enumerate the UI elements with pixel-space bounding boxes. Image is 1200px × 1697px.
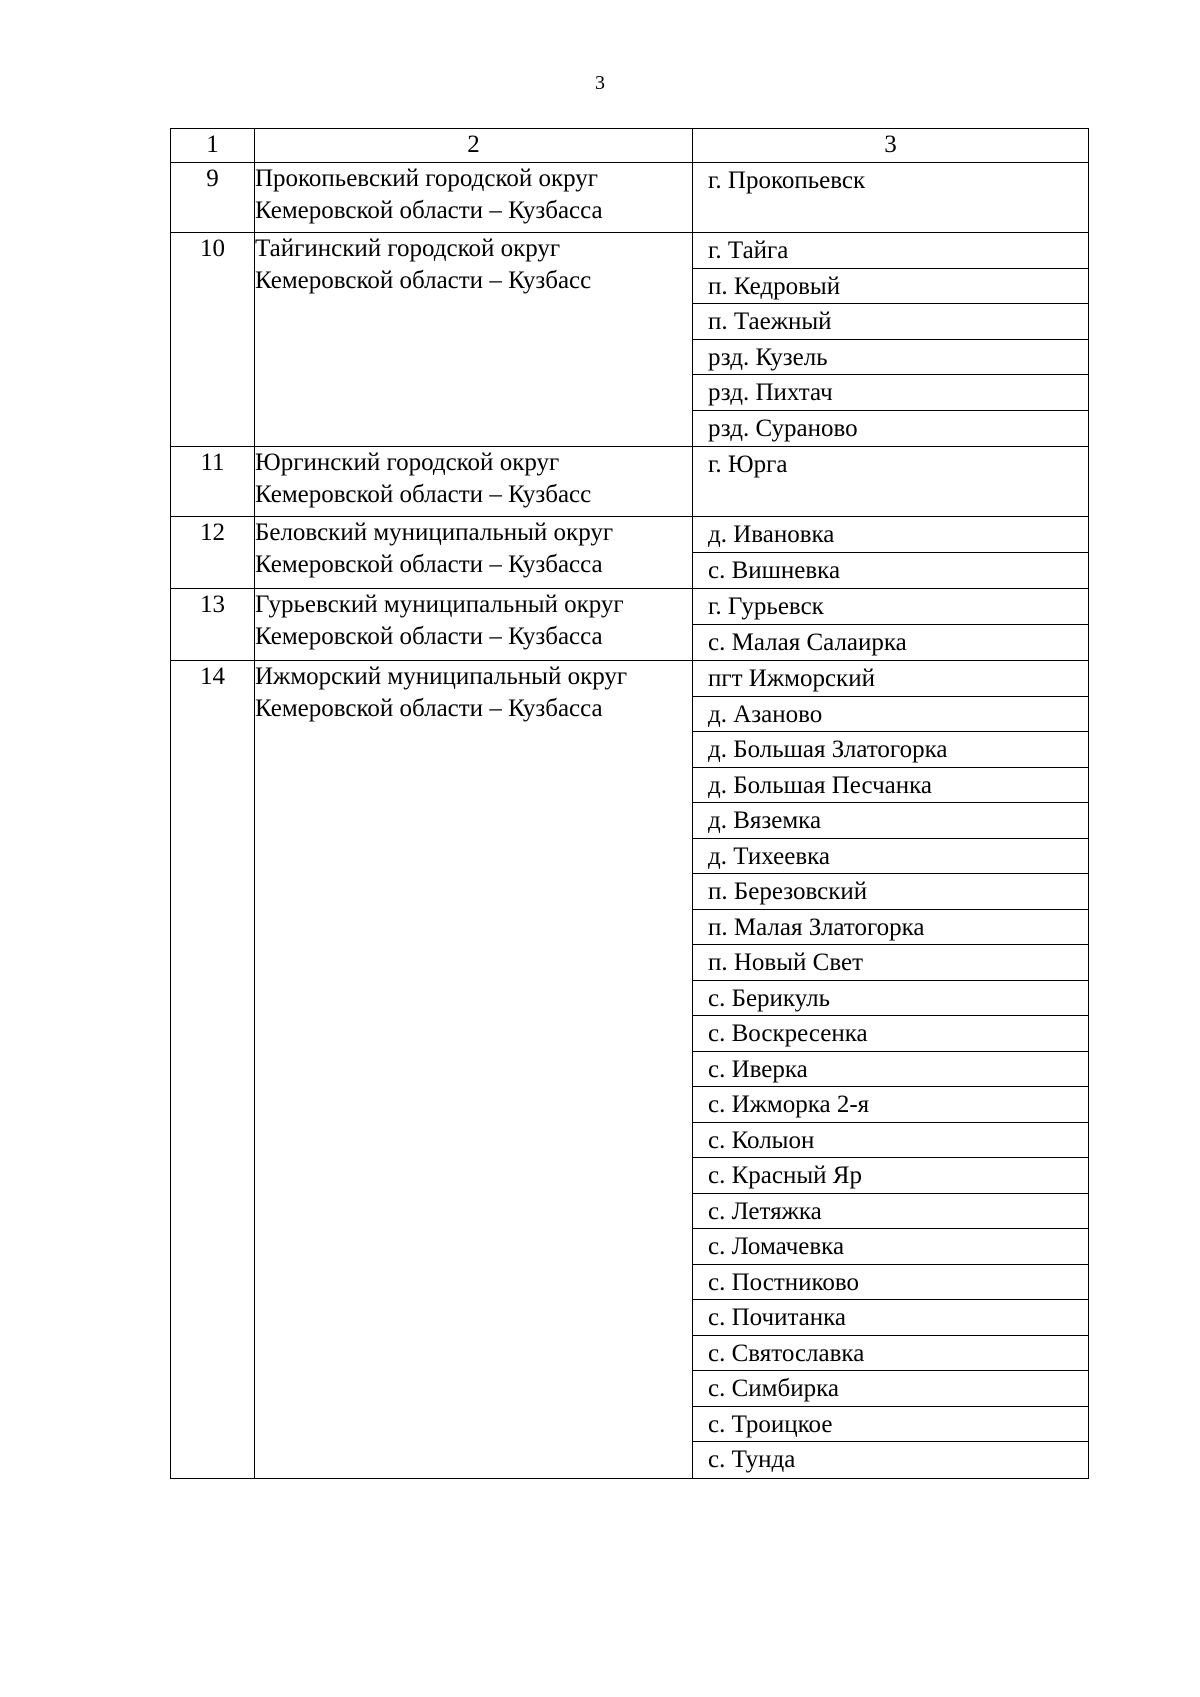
page-number: 3: [595, 72, 605, 94]
row-number: 13: [171, 589, 255, 661]
locality-item: рзд. Кузель: [693, 340, 1088, 376]
locality-item: рзд. Пихтач: [693, 375, 1088, 411]
table-row: [171, 233, 1089, 447]
district-name-cell: [255, 447, 693, 517]
locality-item: п. Березовский: [693, 874, 1088, 910]
locality-item: д. Вяземка: [693, 803, 1088, 839]
table-row: [171, 589, 1089, 661]
locality-item: рзд. Сураново: [708, 414, 858, 442]
row-number: 12: [171, 517, 255, 589]
localities-cell: [693, 163, 1089, 233]
header-cell-3: 3: [693, 129, 1089, 163]
locality-item: д. Азаново: [693, 697, 1088, 733]
district-name-cell: [255, 233, 693, 447]
locality-item: с. Троицкое: [693, 1407, 1088, 1443]
locality-item: г. Тайга: [693, 233, 1088, 269]
row-number: 14: [171, 661, 255, 1479]
locality-item: п. Кедровый: [693, 269, 1088, 305]
row-number: 11: [171, 447, 255, 517]
locality-item: с. Почитанка: [693, 1300, 1088, 1336]
locality-item: с. Тунда: [708, 1446, 796, 1473]
locality-item: с. Вишневка: [708, 556, 841, 584]
locality-item: с. Воскресенка: [693, 1016, 1088, 1052]
header-cell-2: 2: [255, 129, 693, 163]
district-name-line1: Беловский муниципальный округ: [255, 519, 614, 546]
locality-item: с. Ломачевка: [693, 1229, 1088, 1265]
district-name-cell: [255, 589, 693, 661]
district-name-line1: Прокопьевский городской округ: [255, 165, 599, 192]
table-row: [171, 517, 1089, 589]
district-name-line2: Кемеровской области – Кузбасса: [255, 695, 603, 722]
district-name-line1: Тайгинский городской округ: [255, 235, 561, 262]
locality-item: с. Иверка: [693, 1052, 1088, 1088]
district-name-line1: Ижморский муниципальный округ: [255, 663, 628, 690]
municipal-table: [170, 128, 1089, 1479]
locality-item: с. Летяжка: [693, 1194, 1088, 1230]
locality-item: д. Большая Песчанка: [693, 768, 1088, 804]
district-name-line2: Кемеровской области – Кузбасса: [255, 551, 603, 578]
locality-item: с. Малая Салаирка: [708, 628, 907, 656]
district-name-line2: Кемеровской области – Кузбасс: [255, 267, 592, 294]
district-name-line2: Кемеровской области – Кузбасса: [255, 197, 603, 224]
locality-item: с. Святославка: [693, 1336, 1088, 1372]
locality-item: п. Таежный: [693, 304, 1088, 340]
locality-item: с. Симбирка: [693, 1371, 1088, 1407]
locality-item: п. Новый Свет: [693, 945, 1088, 981]
localities-cell: [693, 233, 1089, 447]
locality-item: пгт Ижморский: [693, 661, 1088, 697]
district-name-line1: Гурьевский муниципальный округ: [255, 591, 624, 618]
locality-item: д. Ивановка: [693, 517, 1088, 553]
locality-item: д. Большая Златогорка: [693, 732, 1088, 768]
locality-item: г. Гурьевск: [693, 589, 1088, 625]
locality-item: с. Постниково: [693, 1265, 1088, 1301]
table-row: [171, 163, 1089, 233]
locality-item: п. Малая Златогорка: [693, 910, 1088, 946]
table-row: [171, 447, 1089, 517]
header-cell-1: 1: [171, 129, 255, 163]
locality-item: с. Берикуль: [693, 981, 1088, 1017]
row-number: 9: [171, 163, 255, 233]
locality-item: с. Колыон: [693, 1123, 1088, 1159]
district-name-cell: [255, 163, 693, 233]
district-name-cell: [255, 661, 693, 1479]
row-number: 10: [171, 233, 255, 447]
locality-item: г. Прокопьевск: [708, 167, 866, 194]
district-name-line1: Юргинский городской округ: [255, 449, 560, 476]
locality-item: г. Юрга: [708, 451, 788, 478]
locality-item: с. Ижморка 2-я: [693, 1087, 1088, 1123]
district-name-line2: Кемеровской области – Кузбасса: [255, 623, 603, 650]
locality-item: с. Красный Яр: [693, 1158, 1088, 1194]
district-name-line2: Кемеровской области – Кузбасс: [255, 481, 592, 508]
localities-cell: [693, 517, 1089, 589]
district-name-cell: [255, 517, 693, 589]
localities-cell: [693, 447, 1089, 517]
localities-cell: [693, 589, 1089, 661]
localities-cell: [693, 661, 1089, 1479]
table-row: [171, 661, 1089, 1479]
locality-item: д. Тихеевка: [693, 839, 1088, 875]
table-header-row: [171, 129, 1089, 163]
